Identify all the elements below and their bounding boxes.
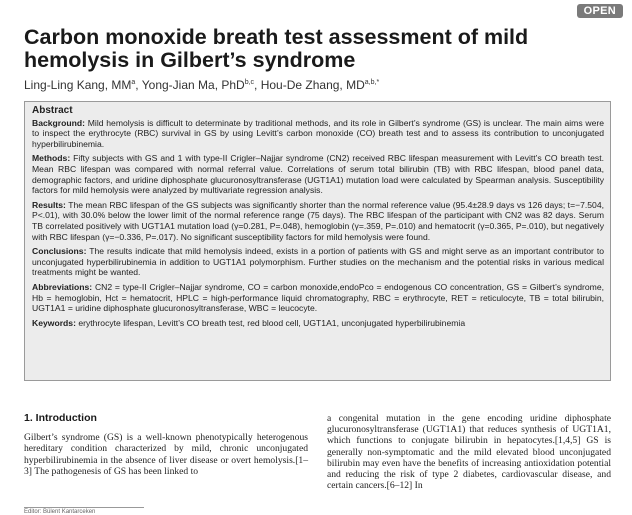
abstract-keywords (32, 318, 604, 329)
abstract-abbreviations (32, 282, 604, 314)
body-column-left (24, 413, 308, 477)
body-column-right (327, 413, 611, 491)
abstract-box (24, 101, 611, 381)
section-text: Fifty subjects with GS and 1 with type-II Crigler–Najjar syndrome (CN2) received RBC lifespan measurement with Levitt’s CO breath test. Mean RBC lifespan was compared with normal referral value. Correlations of serum total bilirubin (TB) with RBC lifespan, blood panel data, demographic factors, and uridine diphosphate glucuronosyltransferase (UGT1A1) mutation load were calculated by Spearman analysis. Susceptibility factors for mild hemolysis were analyzed by multivariate regression analysis. (32, 153, 604, 196)
editor-footnote: Editor: Bülent Kantarceken (24, 507, 144, 515)
abstract-background (32, 118, 604, 150)
paper-title: Carbon monoxide breath test assessment of mild hemolysis in Gilbert’s syndrome (24, 25, 529, 72)
section-label: Background: (32, 117, 85, 128)
section-text: erythrocyte lifespan, Levitt’s CO breath test, red blood cell, UGT1A1, unconjugated hyperbilirubinemia (78, 317, 466, 328)
section-label: Conclusions: (32, 246, 87, 257)
author-name: Ling-Ling Kang, MM (24, 78, 132, 92)
author-affiliation: a (131, 79, 136, 86)
section-label: Keywords: (32, 317, 76, 328)
section-text: The results indicate that mild hemolysis indeed, exists in a portion of patients with GS and might serve as an important contributor to unconjugated hyperbilirubinemia in addition to UGT1A1 polymorphism. Further studies on the mechanism and the potential risks in various medical treatments might be wanted. (32, 246, 604, 278)
section-label: Results: (32, 199, 66, 210)
section-text: Mild hemolysis is difficult to determinate by traditional methods, and its role in Gilbert’s syndrome (GS) is unclear. The main aims were to inspect the erythrocyte (RBC) survival in GS by using Levitt’s carbon monoxide (CO) breath test and to assess its contribution to unconjugated hyperbilirubinemia. (32, 117, 604, 149)
section-label: Methods: (32, 153, 71, 164)
open-access-badge: OPEN (577, 4, 623, 18)
intro-paragraph-right: a congenital mutation in the gene encoding uridine diphosphate glucuronosyltransferase (UGT1A1) that reduces synthesis of UGT1A1, which functions to conjugate bilirubin in hepatocytes.[1,4,5] GS is generally non-symptomatic and the mild elevated blood unconjugated bilirubin may even have the benefits of increasing antioxidation potential and reducing the risk of type 2 diabetes, cardiovascular disease, and certain cancers.[6–12] In (327, 413, 611, 492)
author-affiliation: b,c (244, 79, 255, 86)
section-text: The mean RBC lifespan of the GS subjects was significantly shorter than the normal reference value (95.4±28.9 days vs 126 days; t=−7.504, P<.01), with 30.0% below the lower limit of the normal reference range (75 days). The RBC lifespan of the participant with CN2 was 82 days. Serum TB correlated positively with UGT1A1 mutation load (γ=0.281, P=.048), hemoglobin (γ=.359, P=.010) and hematocrit (γ=0.365, P=.010), but negatively with RBC lifespan (γ=−0.336, P=.017). No significant susceptibility factors for mild hemolysis were found. (32, 199, 604, 242)
author-name: Hou-De Zhang, MD (260, 78, 365, 92)
section-label: Abbreviations: (32, 281, 93, 292)
intro-paragraph-left: Gilbert’s syndrome (GS) is a well-known phenotypically heterogenous hereditary condition characterized by mild, chronic unconjugated hyperbilirubinemia in the absence of liver disease or overt hemolysis.[1–3] The pathogenesis of GS has been linked to (24, 432, 308, 477)
section-text: CN2 = type-II Crigler–Najjar syndrome, CO = carbon monoxide,endoPco = endogenous CO concentration, GS = Gilbert’s syndrome, Hb = hemoglobin, Hct = hematocrit, HPLC = high-performance liquid chromatography, RBC = erythrocyte, RET = reticulocyte, TB = total bilirubin, UGT1A1 = uridine diphosphate glucuronosyltransferase, WBC = leucocyte. (32, 281, 605, 314)
abstract-results (32, 200, 604, 242)
abstract-methods (32, 153, 604, 195)
author-list: Ling-Ling Kang, $MM^a$, Yong-Jian Ma, PhD$^{b,c}$, Hou-De Zhang, $MD^{a,b,*}$ (24, 78, 380, 92)
abstract-conclusions (32, 246, 604, 278)
author-affiliation: a,b,* (364, 79, 380, 86)
abstract-heading: Abstract (32, 105, 73, 116)
author-name: Yong-Jian Ma, PhD (141, 78, 245, 92)
section-heading-introduction: 1. Introduction (24, 412, 97, 424)
